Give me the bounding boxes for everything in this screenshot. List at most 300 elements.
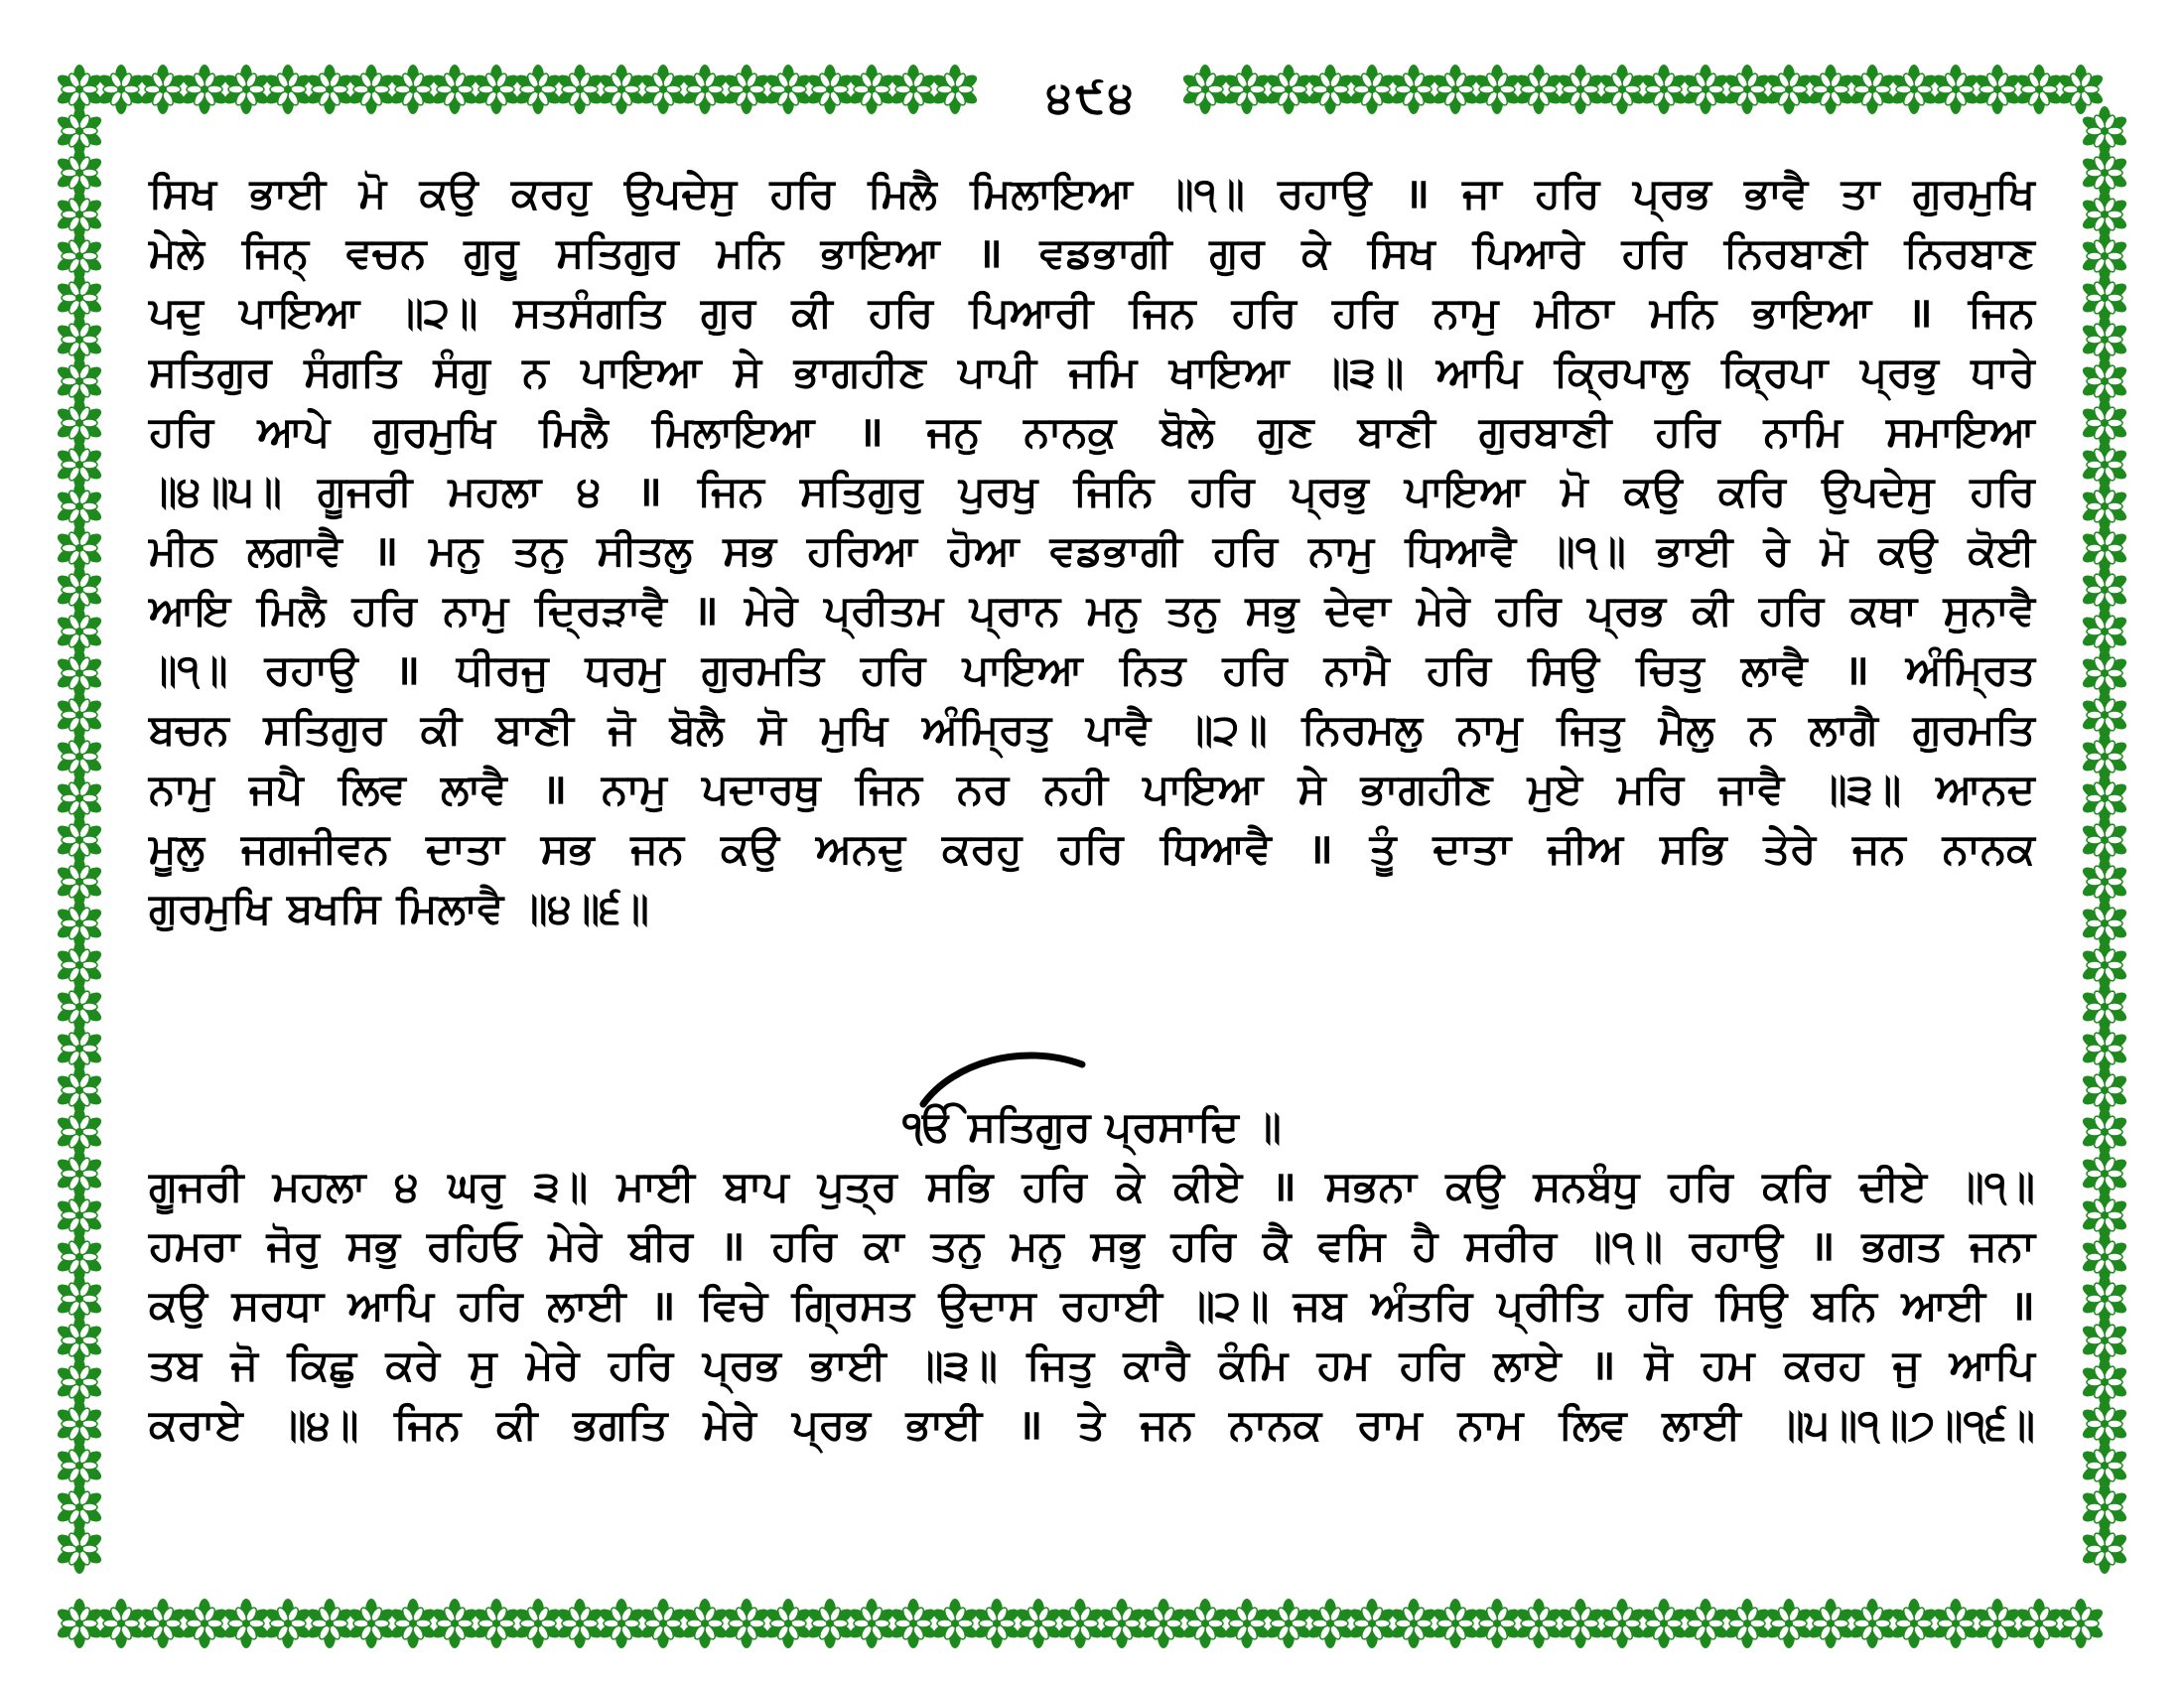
flower-icon xyxy=(388,65,437,114)
word: ॥ xyxy=(1907,288,1933,337)
word: ਜਿਨ xyxy=(855,765,922,813)
word: ਕੀ xyxy=(791,288,833,337)
word: ਹਰਿ xyxy=(771,1221,837,1270)
word: ਗੁਣ xyxy=(1258,407,1314,456)
flower-icon xyxy=(2014,65,2063,114)
word: ਮੁਏ xyxy=(1527,765,1583,813)
flower-icon xyxy=(1681,1599,1729,1648)
word: ਹਰਿ xyxy=(1426,645,1492,694)
word: ਜਨਾ xyxy=(1970,1221,2035,1270)
word: ਵਚਨ xyxy=(345,228,427,277)
word: ਗੁਰਬਾਣੀ xyxy=(1478,407,1612,456)
word: ਜੁ xyxy=(1892,1340,1921,1389)
word: ਹਮ xyxy=(1316,1340,1371,1389)
word: ਮਨਿ xyxy=(716,228,784,277)
word: ਸਭੁ xyxy=(1245,586,1299,634)
word: ਅੰਤਰਿ xyxy=(1370,1281,1473,1330)
word: ॥ xyxy=(693,586,719,634)
section-heading xyxy=(774,1043,1410,1152)
word: ਜਿਤੁ xyxy=(1026,1340,1095,1389)
word: ਲਾਏ xyxy=(1493,1340,1562,1389)
word: ਬਾਣੀ xyxy=(495,705,574,754)
flower-icon xyxy=(2056,65,2105,114)
word: ॥੨॥ xyxy=(1186,1281,1270,1330)
word: ਨਿਰਮਲੁ xyxy=(1301,705,1424,754)
word: ਭਾਈ xyxy=(905,1400,983,1449)
flower-icon xyxy=(597,65,645,114)
word: ਦਾਤਾ xyxy=(1433,824,1512,873)
word: ਲਾਈ xyxy=(547,1281,626,1330)
word: ਨ xyxy=(522,348,549,396)
word: ਹਰਿ xyxy=(868,288,934,337)
word: ਗੁਰਮੁਖਿ xyxy=(373,407,496,456)
word: ਗੁਰਮਤਿ xyxy=(701,645,825,694)
word: ਗੁਰਮਤਿ xyxy=(1912,705,2035,754)
word: ਧਿਆਵੈ xyxy=(1160,824,1272,873)
word: ਜਨ xyxy=(1852,824,1906,873)
word: ਕਰਿ xyxy=(1717,467,1787,515)
word: ਸਰੀਰ xyxy=(1464,1221,1558,1270)
word: ਹਰਿ xyxy=(1399,1340,1464,1389)
word: ॥੨॥ xyxy=(395,288,478,337)
flower-icon xyxy=(597,1599,645,1648)
flower-icon xyxy=(513,65,562,114)
word: ਲਗਾਵੈ xyxy=(246,526,342,575)
word: ਆਪੇ xyxy=(257,407,331,456)
flower-icon xyxy=(638,65,687,114)
word: ਨਾਮੁ xyxy=(1308,526,1375,575)
word: ਮਿਲੈ xyxy=(539,407,609,456)
word: ਪ੍ਰਭ xyxy=(702,1340,781,1389)
flower-icon xyxy=(1889,1599,1938,1648)
word: ਹਰਿ xyxy=(1212,526,1279,575)
word: ਪਾਇਆ xyxy=(962,645,1083,694)
word: ਕਰਾਏ xyxy=(149,1400,243,1449)
word: ਮਨੁ xyxy=(429,526,483,575)
word: ਆਇ xyxy=(149,586,231,634)
word: ਵਡਭਾਗੀ xyxy=(1039,228,1172,277)
word: ਸੁਨਾਵੈ xyxy=(1943,586,2035,634)
word: ਹਰਿ xyxy=(769,169,835,217)
word: ॥੪॥੬॥ xyxy=(519,884,649,932)
word: ਨਾਨਕ xyxy=(1229,1400,1322,1449)
word: ਜਿਨ xyxy=(1968,288,2035,337)
flower-icon xyxy=(1931,65,1979,114)
word: ਸਤਸੰਗਤਿ xyxy=(513,288,665,337)
word: ਹਰਿਆ xyxy=(806,526,918,575)
flower-icon xyxy=(263,65,312,114)
word: ॥ xyxy=(1810,1221,1836,1270)
word: ਸੁ xyxy=(469,1340,497,1389)
word: ॥੨॥ xyxy=(1184,705,1268,754)
flower-icon xyxy=(472,1599,520,1648)
word: ਜਨ xyxy=(1140,1400,1194,1449)
flower-icon xyxy=(138,1599,187,1648)
word: ਹਰਿ xyxy=(1332,288,1398,337)
text-line xyxy=(149,223,2035,283)
word: ॥ xyxy=(1018,1400,1043,1449)
word: ਨਾਮੁ xyxy=(1433,288,1499,337)
word: ਹਰਿ xyxy=(1970,467,2035,515)
flower-icon xyxy=(888,65,937,114)
word: ਸਿਖ xyxy=(149,169,217,217)
word: ੪ xyxy=(577,467,602,515)
word: ਕਾ xyxy=(863,1221,904,1270)
text-line xyxy=(149,1157,2035,1216)
word: ਭਾਈ xyxy=(1656,526,1733,575)
word: ਤਬ xyxy=(149,1340,203,1389)
word: ਕੈ xyxy=(1263,1221,1292,1270)
word: ਤੇ xyxy=(1078,1400,1105,1449)
word: ਗ੍ਰਿਸਤ xyxy=(791,1281,915,1330)
word: ਪਾਇਆ xyxy=(239,288,360,337)
word: ਜਿਨ xyxy=(1129,288,1196,337)
word: ਹਰਿ xyxy=(149,407,214,456)
word: ਮੀਠ xyxy=(149,526,216,575)
word: ਮਰਿ xyxy=(1617,765,1685,813)
text-line xyxy=(149,581,2035,640)
flower-icon xyxy=(1514,65,1563,114)
word: ਕਉ xyxy=(1623,467,1683,515)
word: ਹਰਿ xyxy=(1655,407,1720,456)
word: ਗੂਜਰੀ xyxy=(149,1162,244,1210)
word: ੩॥ xyxy=(533,1162,589,1210)
word: ਸੰਗਤਿ xyxy=(304,348,401,396)
word: ਪਾਇਆ xyxy=(581,348,702,396)
word: ਮਾਈ xyxy=(616,1162,695,1210)
word: ਸੇ xyxy=(734,348,762,396)
flower-icon xyxy=(263,1599,312,1648)
word: ਸਭਨਾ xyxy=(1324,1162,1417,1210)
word: ਪ੍ਰਾਨ xyxy=(969,586,1061,634)
flower-icon xyxy=(763,1599,812,1648)
flower-icon xyxy=(221,65,270,114)
flower-icon xyxy=(1139,1599,1187,1648)
word: ਹਰਿ xyxy=(1170,1221,1236,1270)
word: ॥੪॥ xyxy=(278,1400,359,1449)
word: ਹਰਿ xyxy=(1189,467,1255,515)
flower-icon xyxy=(680,65,729,114)
flower-icon xyxy=(1014,1599,1062,1648)
flower-icon xyxy=(805,65,854,114)
word: ਤਨੁ xyxy=(513,526,567,575)
word: ਆਪਿ xyxy=(1435,348,1523,396)
word: ਭਗਤ xyxy=(1861,1221,1944,1270)
word: ਸਰਧਾ xyxy=(231,1281,324,1330)
word: ਹਰਿ xyxy=(608,1340,674,1389)
word: ਬਾਣੀ xyxy=(1357,407,1435,456)
word: ॥੧॥ xyxy=(1547,526,1626,575)
word: ਧਿਆਵੈ xyxy=(1405,526,1517,575)
flower-icon xyxy=(1597,65,1646,114)
word: ਸਿਖ xyxy=(1367,228,1435,277)
word: ਆਪਿ xyxy=(347,1281,434,1330)
word: ਆਪਿ xyxy=(1949,1340,2035,1389)
flower-icon xyxy=(2014,1599,2063,1648)
word: ਲਿਵ xyxy=(338,765,406,813)
text-line xyxy=(149,1336,2035,1395)
flower-icon xyxy=(1431,65,1479,114)
flower-icon xyxy=(847,65,895,114)
word: ਲਾਗੈ xyxy=(1809,705,1878,754)
word: ਨਾਮੈ xyxy=(1323,645,1390,694)
text-line xyxy=(149,879,2035,938)
word: ਸਨਬੰਧੁ xyxy=(1533,1162,1640,1210)
word: ॥ xyxy=(2009,1281,2035,1330)
word: ॥ xyxy=(1404,169,1430,217)
flower-icon xyxy=(930,1599,979,1648)
flower-icon xyxy=(1764,65,1813,114)
word: ਹਰਿ xyxy=(1758,586,1825,634)
flower-icon xyxy=(1973,65,2021,114)
word: ਸਤਿਗੁਰ xyxy=(149,348,272,396)
word: ॥ xyxy=(1271,1162,1297,1210)
mool-mantar-heading: ੴ ਸਤਿਗੁਰ ਪ੍ਰਸਾਦਿ ॥ xyxy=(902,1102,1282,1151)
word: ਜਨ xyxy=(630,824,685,873)
word: ਪੁਰਖੁ xyxy=(958,467,1038,515)
word: ਕਰਿ xyxy=(1762,1162,1831,1210)
word: ਬਨਿ xyxy=(1811,1281,1877,1330)
flower-icon xyxy=(1264,65,1312,114)
word: ਭਾਈ xyxy=(810,1340,887,1389)
flower-icon xyxy=(2080,1524,2128,1574)
flower-icon xyxy=(388,1599,437,1648)
word: ਖਾਇਆ xyxy=(1168,348,1290,396)
word: ਮਨੁ xyxy=(1086,586,1141,634)
word: ॥੫॥੧॥੭॥੧੬॥ xyxy=(1776,1400,2035,1449)
flower-icon xyxy=(513,1599,562,1648)
word: ਰਾਮ xyxy=(1357,1400,1423,1449)
word: ਭਾਈ xyxy=(249,169,327,217)
flower-icon xyxy=(1347,65,1396,114)
word: ਨਾਮੁ xyxy=(602,765,667,813)
flower-icon xyxy=(1973,1599,2021,1648)
text-line xyxy=(149,283,2035,343)
word: ਉਪਦੇਸੁ xyxy=(1822,467,1935,515)
word: ॥ xyxy=(1843,645,1869,694)
word: ਮੇਰੇ xyxy=(525,1340,580,1389)
word: ੪ xyxy=(394,1162,419,1210)
word: ਪਿਆਰੇ xyxy=(1472,228,1584,277)
word: ਹਰਿ xyxy=(1496,586,1562,634)
flower-icon xyxy=(1222,1599,1271,1648)
word: ਸੰਗੁ xyxy=(433,348,490,396)
word: ਪਾਇਆ xyxy=(1404,467,1525,515)
word: ॥ xyxy=(372,526,399,575)
word: ਕਰਹੁ xyxy=(941,824,1023,873)
word: ॥੧॥ xyxy=(149,645,228,694)
word: ਮਿਲੈ xyxy=(868,169,937,217)
word: ਗੁਰਮੁਖਿ xyxy=(1912,169,2035,217)
word: ਕਉ xyxy=(1878,526,1938,575)
word: ਹਰਿ xyxy=(1058,824,1124,873)
word: ॥੩॥ xyxy=(1321,348,1405,396)
flower-icon xyxy=(1681,65,1729,114)
text-line xyxy=(149,819,2035,879)
word: ਕ੍ਰਿਪਾਲੁ xyxy=(1554,348,1690,396)
text-line xyxy=(149,1395,2035,1455)
word: ॥ xyxy=(394,645,420,694)
word: ਬਚਨ xyxy=(149,705,229,754)
flower-icon xyxy=(1847,1599,1896,1648)
flower-icon xyxy=(96,1599,145,1648)
word: ਜੋ xyxy=(608,705,635,754)
word: ਜੋਰੁ xyxy=(266,1221,321,1270)
word: ਤਾ xyxy=(1841,169,1880,217)
word: ਅਨਦੁ xyxy=(815,824,906,873)
word: ਬੋਲੈ xyxy=(669,705,725,754)
word: ਸੋ xyxy=(757,705,786,754)
word: ॥ xyxy=(541,765,567,813)
word: ਮੋ xyxy=(1561,467,1588,515)
flower-icon xyxy=(972,1599,1021,1648)
text-line xyxy=(149,462,2035,521)
word: ਵਸਿ xyxy=(1317,1221,1386,1270)
word: ॥ xyxy=(858,407,884,456)
flower-icon xyxy=(1305,1599,1354,1648)
word: ਮਨੁ xyxy=(1010,1221,1064,1270)
word: ਭਾਇਆ xyxy=(1752,288,1872,337)
word: ਸਭਿ xyxy=(1660,824,1727,873)
word: ਕਉ xyxy=(720,824,779,873)
word: ਜਾ xyxy=(1462,169,1502,217)
word: ਕਰਹ xyxy=(1783,1340,1864,1389)
word: ॥ xyxy=(1307,824,1333,873)
word: ਹਰਿ xyxy=(1222,645,1288,694)
flower-icon xyxy=(1347,1599,1396,1648)
word: ਨਾਮ xyxy=(1457,1400,1524,1449)
word: ਮਿਲਾਇਆ xyxy=(970,169,1133,217)
flower-icon xyxy=(555,65,604,114)
text-line xyxy=(149,1276,2035,1336)
word: ਨਿਰਬਾਣੀ xyxy=(1723,228,1867,277)
word: ਧਰਮੁ xyxy=(585,645,665,694)
flower-icon xyxy=(346,65,395,114)
word: ਦੀਏ xyxy=(1858,1162,1928,1210)
word: ਹੈ xyxy=(1412,1221,1438,1270)
word: ਬਖਸਿ xyxy=(287,884,381,932)
word: ਕੀਏ xyxy=(1173,1162,1243,1210)
word: ਪੁਤ੍ਰ xyxy=(817,1162,897,1210)
word: ਸੇ xyxy=(1297,765,1326,813)
word: ਸਮਾਇਆ xyxy=(1886,407,2035,456)
text-line xyxy=(149,640,2035,700)
word: ਹਰਿ xyxy=(1626,1281,1693,1330)
word: ਨਿਤ xyxy=(1119,645,1186,694)
word: ਮੋ xyxy=(358,169,387,217)
word: ਦ੍ਰਿੜਾਵੈ xyxy=(534,586,667,634)
word: ਲਿਵ xyxy=(1559,1400,1627,1449)
word: ਘਰੁ xyxy=(448,1162,505,1210)
flower-icon xyxy=(680,1599,729,1648)
word: ਗੁਰੂ xyxy=(464,228,519,277)
word: ਆਨਦ xyxy=(1936,765,2035,813)
word: ਨਾਨਕ xyxy=(1942,824,2035,873)
word: ਲਾਈ xyxy=(1662,1400,1741,1449)
word: ਸਤਿਗੁਰ xyxy=(556,228,679,277)
word: ਬਾਪ xyxy=(724,1162,789,1210)
word: ਪਾਪੀ xyxy=(958,348,1037,396)
word: ਜਿਨ xyxy=(697,467,764,515)
flower-icon xyxy=(1097,1599,1146,1648)
flower-icon xyxy=(55,1599,103,1648)
flower-icon xyxy=(1055,1599,1104,1648)
word: ਨਾਨਕੁ xyxy=(1024,407,1117,456)
flower-icon xyxy=(305,1599,353,1648)
flower-icon xyxy=(1722,1599,1771,1648)
word: ॥੩॥ xyxy=(915,1340,998,1389)
word: ਨਰ xyxy=(956,765,1010,813)
word: ਦੇਵਾ xyxy=(1324,586,1391,634)
word: ਗੁਰਮੁਖਿ xyxy=(149,884,272,932)
word: ਜਨੁ xyxy=(926,407,981,456)
word: ਨਹੀ xyxy=(1043,765,1109,813)
word: ਕ੍ਰਿਪਾ xyxy=(1720,348,1829,396)
word: ਪ੍ਰਭ xyxy=(1586,586,1666,634)
text-line xyxy=(149,700,2035,760)
flower-icon xyxy=(1305,65,1354,114)
word: ਪ੍ਰਭੁ xyxy=(1290,467,1369,515)
word: ॥੩॥ xyxy=(1819,765,1902,813)
word: ਮੇਲੇ xyxy=(149,228,205,277)
word: ਜੀਅ xyxy=(1548,824,1624,873)
word: ਸਤਿਗੁਰੁ xyxy=(799,467,923,515)
word: ਪਦਾਰਥੁ xyxy=(702,765,821,813)
word: ਮੇਰੇ xyxy=(1417,586,1470,634)
word: ਧੀਰਜੁ xyxy=(456,645,549,694)
word: ਨਾਮੁ xyxy=(1456,705,1523,754)
word: ਨਿਰਬਾਣ xyxy=(1904,228,2035,277)
word: ਹੋਆ xyxy=(948,526,1020,575)
word: ਪ੍ਰੀਤਿ xyxy=(1496,1281,1603,1330)
word: ਜਿਤੁ xyxy=(1557,705,1625,754)
word: ਨਾਮਿ xyxy=(1763,407,1843,456)
word: ਹਰਿ xyxy=(1022,1162,1087,1210)
word: ਤੇਰੇ xyxy=(1763,824,1817,873)
text-line xyxy=(149,1216,2035,1276)
word: ਹਰਿ xyxy=(1621,228,1687,277)
word: ਪ੍ਰੀਤਮ xyxy=(823,586,944,634)
word: ਵਿਚੇ xyxy=(699,1281,767,1330)
word: ਮੇਰੇ xyxy=(548,1221,603,1270)
word: ਮੇਰੇ xyxy=(744,586,798,634)
word: ਦਾਤਾ xyxy=(426,824,504,873)
word: ਕਿਛੁ xyxy=(287,1340,357,1389)
word: ਹਮਰਾ xyxy=(149,1221,240,1270)
flower-icon xyxy=(1806,65,1854,114)
scripture-paragraph-2 xyxy=(149,1157,2035,1455)
word: ਭਾਗਹੀਣ xyxy=(1360,765,1493,813)
word: ਅੰਮ੍ਰਿਤੁ xyxy=(921,705,1052,754)
word: ਮਿਲੈ xyxy=(256,586,327,634)
word: ਕਉ xyxy=(419,169,478,217)
flower-icon xyxy=(1639,65,1688,114)
word: ਸੀਤਲੁ xyxy=(597,526,693,575)
word: ਹਰਿ xyxy=(458,1281,523,1330)
word: ਹਰਿ xyxy=(861,645,926,694)
word: ਕੀ xyxy=(496,1400,538,1449)
text-line xyxy=(149,343,2035,402)
word: ਕਰੇ xyxy=(385,1340,441,1389)
flower-icon xyxy=(430,1599,478,1648)
flower-icon xyxy=(1180,1599,1229,1648)
word: ਜਮਿ xyxy=(1068,348,1138,396)
flower-icon xyxy=(555,1599,604,1648)
word: ਨ xyxy=(1748,705,1775,754)
word: ਜੋ xyxy=(230,1340,258,1389)
word: ਵਡਭਾਗੀ xyxy=(1049,526,1182,575)
word: ਕੀ xyxy=(420,705,463,754)
